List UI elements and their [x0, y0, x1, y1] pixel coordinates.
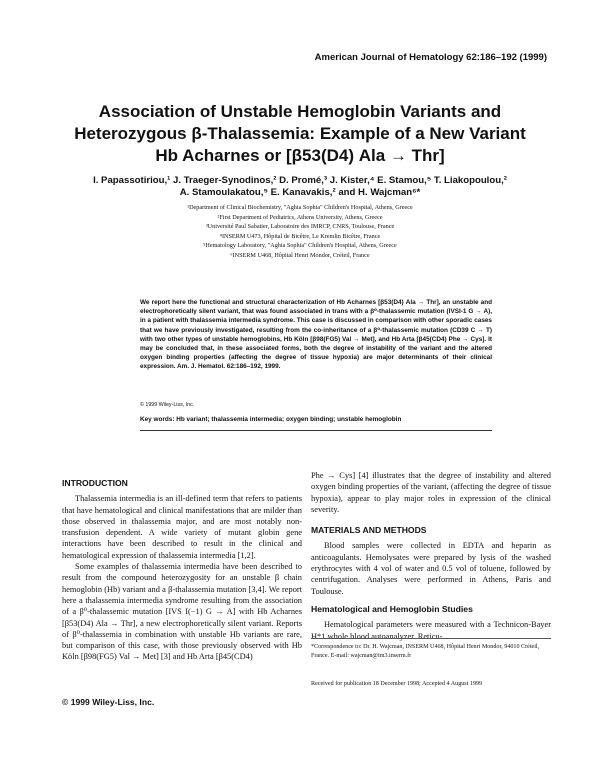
correspondence-footnote: *Correspondence to: Dr. H. Wajcman, INSERM U468, Hôpital Henri Mondor, 94010 Créteil, France. E-mail: wajcman@im3.inserm.fr: [311, 644, 540, 660]
publisher-copyright: © 1999 Wiley-Liss, Inc.: [62, 697, 155, 707]
abstract: We report here the functional and structural characterization of Hb Acharnes [β53(D4) Ala → Thr], an unstable and electrophoretically silent variant, that was found associated in trans with a β⁰-thalassemic mutation (IVSI-1 G → A), in a patient with thalassemia intermedia syndrome. This case is discussed in comparison with other sporadic cases that we have previously investigated, resulting from the co-inheritance of a β⁰-thalassemic mutation (CD39 C → T) with two other types of unstable hemoglobins, Hb Köln [β98(FG5) Val → Met], and Hb Arta [β45(CD4) Phe → Cys]. It may be concluded that, in these associated forms, both the degree of instability of the variant and the altered oxygen binding properties (affecting the degree of tissue hypoxia) are major determinants of their clinical expression. Am. J. Hematol. 62:186–192, 1999.: [140, 299, 492, 371]
received-dates: Received for publication 18 December 1998; Accepted 4 August 1999: [311, 681, 483, 687]
hematological-studies-subheading: Hematological and Hemoglobin Studies: [311, 603, 473, 614]
title-line-3: Hb Acharnes or [β53(D4) Ala → Thr]: [155, 146, 445, 165]
methods-paragraph-1: Blood samples were collected in EDTA and heparin as anticoagulants. Hemolysates were prepared by lysis of the washed erythrocytes with 4 vol of water and 0.5 vol of toluene, followed by centrifugation. Analyses were performed in Athens, Paris and Toulouse.: [311, 541, 551, 596]
title-line-1: Association of Unstable Hemoglobin Variants and: [98, 102, 502, 121]
author-list: [55, 175, 545, 199]
footnote-divider: [311, 638, 551, 639]
methods-heading: MATERIALS AND METHODS: [311, 525, 427, 536]
abstract-copyright: © 1999 Wiley-Liss, Inc.: [140, 402, 195, 408]
methods-paragraph-2: Hematological parameters were measured with a Technicon-Bayer H*1 whole blood autoanalyzer. Reticu-: [311, 620, 551, 641]
authors-line-1: I. Papassotiriou,¹ J. Traeger-Synodinos,² D. Promé,³ J. Kister,⁴ E. Stamou,⁵ T. Liakopoulou,²: [93, 175, 507, 186]
intro-paragraph-2: Some examples of thalassemia intermedia have been described to result from the compound heterozygosity for an unstable β chain hemoglobin (Hb) variant and a β-thalassemia mutation [3,4]. We report here a thalassemia intermedia syndrome resulting from the association of a β⁰-thalassemic mutation [IVS I(−1) G → A] with Hb Acharnes [β53(D4) Ala → Thr], a new electrophoretically silent variant. Reports of β⁰-thalassemia in combination with unstable Hb variants are rare, but comparison of this case, with those previously observed with Hb Köln [β98(FG5) Val → Met] [3] and Hb Arta [β45(CD4): [62, 562, 302, 662]
affiliations: [80, 203, 520, 261]
affiliation: ¹Department of Clinical Biochemistry, "Aghia Sophia" Children's Hospital, Athens, Greece: [187, 204, 413, 211]
authors-line-2: A. Stamoulakatou,⁵ E. Kanavakis,² and H. Wajcman⁶*: [179, 187, 421, 198]
affiliation: ⁴INSERM U473, Hôpital de Bicêtre, Le Kremlin Bicêtre, France: [219, 232, 381, 240]
right-column: [311, 470, 551, 642]
affiliation: ⁵Hematology Laboratory, "Aghia Sophia" Children's Hospital, Athens, Greece: [203, 242, 397, 250]
article-title: [60, 101, 540, 167]
affiliation: ³Université Paul Sabatier, Laboratoire des IMRCP, CNRS, Toulouse, France: [205, 223, 395, 231]
journal-citation: American Journal of Hematology 62:186–192 (1999): [314, 52, 547, 63]
title-line-2: Heterozygous β-Thalassemia: Example of a New Variant: [74, 124, 526, 143]
affiliation: ²First Department of Pediatrics, Athens University, Athens, Greece: [217, 213, 383, 221]
intro-paragraph-1: Thalassemia intermedia is an ill-defined term that refers to patients that have hematological and clinical manifestations that are milder than those observed in thalassemia major, and are most notably non-transfusion dependent. A wide variety of mutant globin gene interactions have been described to result in the clinical and hematological expression of thalassemia intermedia [1,2].: [62, 494, 302, 560]
introduction-heading: INTRODUCTION: [62, 478, 128, 488]
keywords: Key words: Hb variant; thalassemia intermedia; oxygen binding; unstable hemoglobin: [140, 416, 402, 423]
abstract-divider: [140, 430, 492, 431]
left-column: [62, 478, 302, 663]
affiliation: ⁶INSERM U468, Hôpital Henri Mondor, Créteil, France: [230, 251, 370, 259]
intro-paragraph-2-continued: Phe → Cys] [4] illustrates that the degree of instability and altered oxygen binding properties of the variant, (affecting the degree of tissue hypoxia), appear to play major roles in expression of the clinical severity.: [311, 471, 551, 514]
